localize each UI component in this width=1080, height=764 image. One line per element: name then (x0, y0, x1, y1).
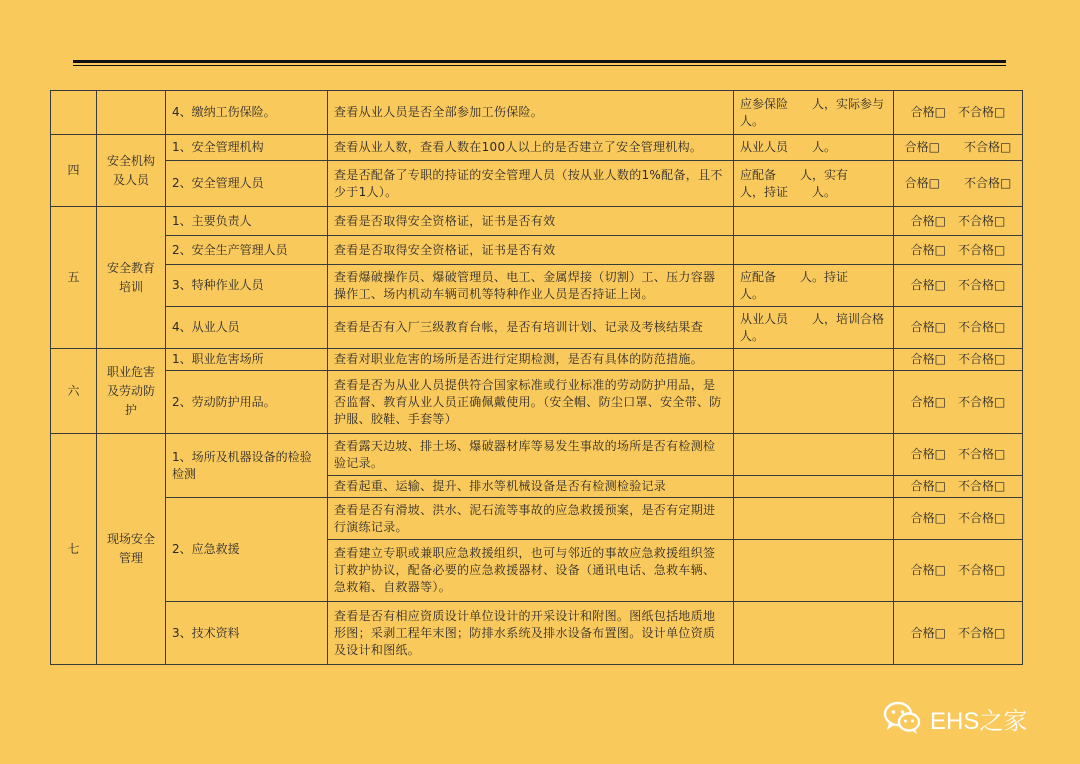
table-row (51, 371, 1023, 434)
section-number (51, 91, 97, 135)
section-number: 四 (51, 135, 97, 207)
check-detail: 查看爆破操作员、爆破管理员、电工、金属焊接（切割）工、压力容器操作工、场内机动车辆司机等特种作业人员是否持证上岗。 (328, 265, 734, 307)
result-checkbox[interactable]: 合格□ 不合格□ (894, 371, 1023, 434)
result-checkbox[interactable]: 合格□ 不合格□ (894, 307, 1023, 349)
check-detail: 查看起重、运输、提升、排水等机械设备是否有检测检验记录 (328, 476, 734, 498)
table-row (51, 307, 1023, 349)
watermark (882, 700, 1027, 736)
result-checkbox[interactable]: 合格□ 不合格□ (894, 236, 1023, 265)
check-detail: 查看从业人员是否全部参加工伤保险。 (328, 91, 734, 135)
watermark-text: EHS之家 (930, 707, 1028, 735)
check-item: 2、劳动防护用品。 (166, 371, 328, 434)
table-row (51, 498, 1023, 540)
section-category (97, 91, 166, 135)
check-detail: 查看露天边坡、排土场、爆破器材库等易发生事故的场所是否有检测检验记录。 (328, 434, 734, 476)
result-checkbox[interactable]: 合格□ 不合格□ (894, 498, 1023, 540)
table-row (51, 265, 1023, 307)
result-checkbox[interactable]: 合格□ 不合格□ (894, 91, 1023, 135)
check-note (734, 349, 894, 371)
check-detail: 查看建立专职或兼职应急救援组织，也可与邻近的事故应急救援组织签订救护协议，配备必要的应急救援器材、设备（通讯电话、急救车辆、急救箱、自救器等）。 (328, 540, 734, 602)
table-row (51, 349, 1023, 371)
check-item: 2、应急救援 (166, 498, 328, 602)
wechat-icon (882, 700, 922, 736)
check-item: 4、从业人员 (166, 307, 328, 349)
result-checkbox[interactable]: 合格□ 不合格□ (894, 602, 1023, 665)
table-row (51, 161, 1023, 207)
check-note (734, 476, 894, 498)
check-note (734, 540, 894, 602)
check-item: 1、职业危害场所 (166, 349, 328, 371)
check-note (734, 498, 894, 540)
check-item: 1、主要负责人 (166, 207, 328, 236)
check-item: 4、缴纳工伤保险。 (166, 91, 328, 135)
check-note: 从业人员 人，培训合格 人。 (734, 307, 894, 349)
inspection-table (50, 90, 1023, 665)
result-checkbox[interactable]: 合格□ 不合格□ (894, 135, 1023, 161)
check-note (734, 207, 894, 236)
header-rule-thin (73, 65, 1006, 66)
table-row (51, 91, 1023, 135)
result-checkbox[interactable]: 合格□ 不合格□ (894, 265, 1023, 307)
check-detail: 查是否配备了专职的持证的安全管理人员（按从业人数的1%配备，且不少于1人）。 (328, 161, 734, 207)
check-detail: 查看是否有滑坡、洪水、泥石流等事故的应急救援预案，是否有定期进行演练记录。 (328, 498, 734, 540)
table-row (51, 602, 1023, 665)
check-note (734, 236, 894, 265)
table-row (51, 434, 1023, 476)
check-note (734, 371, 894, 434)
check-note: 应配备 人，实有 人，持证 人。 (734, 161, 894, 207)
check-detail: 查看对职业危害的场所是否进行定期检测，是否有具体的防范措施。 (328, 349, 734, 371)
result-checkbox[interactable]: 合格□ 不合格□ (894, 434, 1023, 476)
header-rule (73, 60, 1006, 63)
check-note (734, 434, 894, 476)
check-item: 1、场所及机器设备的检验检测 (166, 434, 328, 498)
check-detail: 查看是否取得安全资格证，证书是否有效 (328, 236, 734, 265)
section-number: 六 (51, 349, 97, 434)
section-category: 现场安全管理 (97, 434, 166, 665)
check-note: 应配备 人。持证 人。 (734, 265, 894, 307)
check-detail: 查看从业人数，查看人数在100人以上的是否建立了安全管理机构。 (328, 135, 734, 161)
section-category: 安全机构及人员 (97, 135, 166, 207)
section-number: 七 (51, 434, 97, 665)
check-detail: 查看是否有相应资质设计单位设计的开采设计和附图。图纸包括地质地形图；采剥工程年末图；防排水系统及排水设备布置图。设计单位资质及设计和图纸。 (328, 602, 734, 665)
check-item: 2、安全生产管理人员 (166, 236, 328, 265)
table-row (51, 207, 1023, 236)
result-checkbox[interactable]: 合格□ 不合格□ (894, 476, 1023, 498)
section-category: 安全教育培训 (97, 207, 166, 349)
section-category: 职业危害及劳动防护 (97, 349, 166, 434)
result-checkbox[interactable]: 合格□ 不合格□ (894, 207, 1023, 236)
check-detail: 查看是否为从业人员提供符合国家标准或行业标准的劳动防护用品，是否监督、教育从业人员正确佩戴使用。（安全帽、防尘口罩、安全带、防护服、胶鞋、手套等） (328, 371, 734, 434)
check-item: 1、安全管理机构 (166, 135, 328, 161)
table-row (51, 236, 1023, 265)
check-note: 从业人员 人。 (734, 135, 894, 161)
check-item: 3、技术资料 (166, 602, 328, 665)
check-detail: 查看是否取得安全资格证，证书是否有效 (328, 207, 734, 236)
section-number: 五 (51, 207, 97, 349)
check-item: 2、安全管理人员 (166, 161, 328, 207)
table-row (51, 135, 1023, 161)
check-note (734, 602, 894, 665)
check-item: 3、特种作业人员 (166, 265, 328, 307)
result-checkbox[interactable]: 合格□ 不合格□ (894, 161, 1023, 207)
check-detail: 查看是否有入厂三级教育台帐，是否有培训计划、记录及考核结果查 (328, 307, 734, 349)
check-note: 应参保险 人，实际参与 人。 (734, 91, 894, 135)
result-checkbox[interactable]: 合格□ 不合格□ (894, 540, 1023, 602)
result-checkbox[interactable]: 合格□ 不合格□ (894, 349, 1023, 371)
